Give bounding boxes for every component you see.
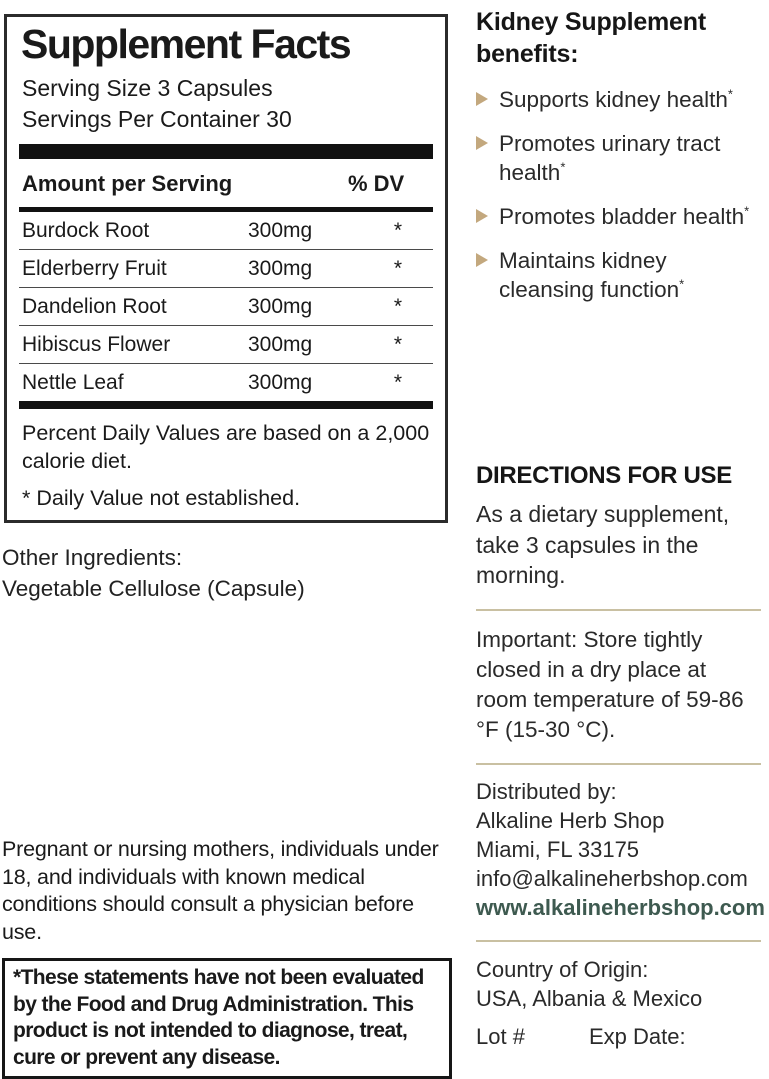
lot-exp-row <box>476 1024 763 1050</box>
ingredient-name: Elderberry Fruit <box>22 257 167 280</box>
asterisk-superscript: * <box>744 203 750 219</box>
ingredient-dv: * <box>393 257 403 280</box>
thick-divider-bar <box>19 144 433 159</box>
benefit-text: Maintains kidney cleansing function* <box>499 248 685 302</box>
distributor-email: info@alkalineherbshop.com <box>476 865 748 891</box>
ingredient-name: Burdock Root <box>22 219 150 242</box>
exp-date-label: Exp Date: <box>589 1023 686 1049</box>
triangle-bullet-icon <box>476 209 488 223</box>
supplement-facts-table <box>19 212 433 401</box>
table-header-row <box>19 159 433 207</box>
directions-body: As a dietary supplement, take 3 capsules in the morning. <box>476 501 730 588</box>
asterisk-superscript: * <box>560 159 566 175</box>
semi-thick-divider-bar <box>19 401 433 409</box>
other-ingredients-value: Vegetable Cellulose (Capsule) <box>2 576 305 601</box>
pregnancy-warning-text: Pregnant or nursing mothers, individuals under 18, and individuals with known medical conditions should consult a physician before use. <box>2 837 439 944</box>
supplement-facts-panel <box>4 14 448 523</box>
dv-not-established-footnote: * Daily Value not established. <box>22 486 301 510</box>
directions-heading: DIRECTIONS FOR USE <box>476 462 732 489</box>
percent-dv-header: % DV <box>348 171 405 196</box>
other-ingredients-label: Other Ingredients: <box>2 545 183 570</box>
distributor-website: www.alkalineherbshop.com <box>476 894 765 920</box>
storage-instructions: Important: Store tightly closed in a dry place at room temperature of 59-86 °F (15-30 °C). <box>476 626 744 742</box>
fda-disclaimer-box: *These statements have not been evaluated by the Food and Drug Administration. This product is not intended to diagnose, treat, cure or prevent any disease. <box>2 958 452 1079</box>
country-of-origin-label: Country of Origin: <box>476 956 649 982</box>
label-left-column <box>4 14 450 1079</box>
ingredient-name: Hibiscus Flower <box>22 333 171 356</box>
ingredient-amount: 300mg <box>248 295 313 318</box>
asterisk-superscript: * <box>727 86 733 102</box>
list-item <box>476 246 763 304</box>
country-of-origin-value: USA, Albania & Mexico <box>476 985 703 1011</box>
ingredient-name: Nettle Leaf <box>22 371 124 394</box>
benefit-text: Supports kidney health* <box>499 86 733 112</box>
section-divider <box>476 940 761 942</box>
country-of-origin-section <box>476 955 763 1013</box>
table-row <box>19 364 433 401</box>
ingredient-dv: * <box>393 371 403 394</box>
ingredient-amount: 300mg <box>248 333 313 356</box>
table-row <box>19 326 433 364</box>
table-row <box>19 250 433 288</box>
amount-per-serving-header: Amount per Serving <box>22 171 233 196</box>
ingredient-amount: 300mg <box>248 257 313 280</box>
benefits-list <box>476 85 763 304</box>
benefit-text: Promotes bladder health* <box>499 203 750 229</box>
daily-values-footnote: Percent Daily Values are based on a 2,000 calorie diet. <box>22 421 430 473</box>
distributor-name: Alkaline Herb Shop <box>476 807 665 833</box>
distributed-by-label: Distributed by: <box>476 778 617 804</box>
asterisk-superscript: * <box>679 276 685 292</box>
ingredient-name: Dandelion Root <box>22 295 167 318</box>
table-row <box>19 212 433 250</box>
list-item <box>476 202 763 231</box>
other-ingredients-section <box>2 542 450 604</box>
ingredient-amount: 300mg <box>248 371 313 394</box>
ingredient-dv: * <box>393 295 403 318</box>
list-item <box>476 85 763 114</box>
ingredient-dv: * <box>393 219 403 242</box>
distributor-city: Miami, FL 33175 <box>476 836 640 862</box>
supplement-facts-title: Supplement Facts <box>21 21 351 67</box>
table-row <box>19 288 433 326</box>
label-right-column <box>476 6 763 1050</box>
benefit-text: Promotes urinary tract health* <box>499 131 721 185</box>
triangle-bullet-icon <box>476 253 488 267</box>
servings-per-container: Servings Per Container 30 <box>22 106 292 132</box>
benefits-heading: Kidney Supplement benefits: <box>476 8 706 68</box>
list-item <box>476 129 763 187</box>
distributor-section <box>476 777 763 922</box>
ingredient-amount: 300mg <box>248 219 313 242</box>
section-divider <box>476 763 761 765</box>
serving-size: Serving Size 3 Capsules <box>22 75 273 101</box>
section-divider <box>476 609 761 611</box>
triangle-bullet-icon <box>476 92 488 106</box>
ingredient-dv: * <box>393 333 403 356</box>
lot-number-label: Lot # <box>476 1023 525 1049</box>
triangle-bullet-icon <box>476 136 488 150</box>
